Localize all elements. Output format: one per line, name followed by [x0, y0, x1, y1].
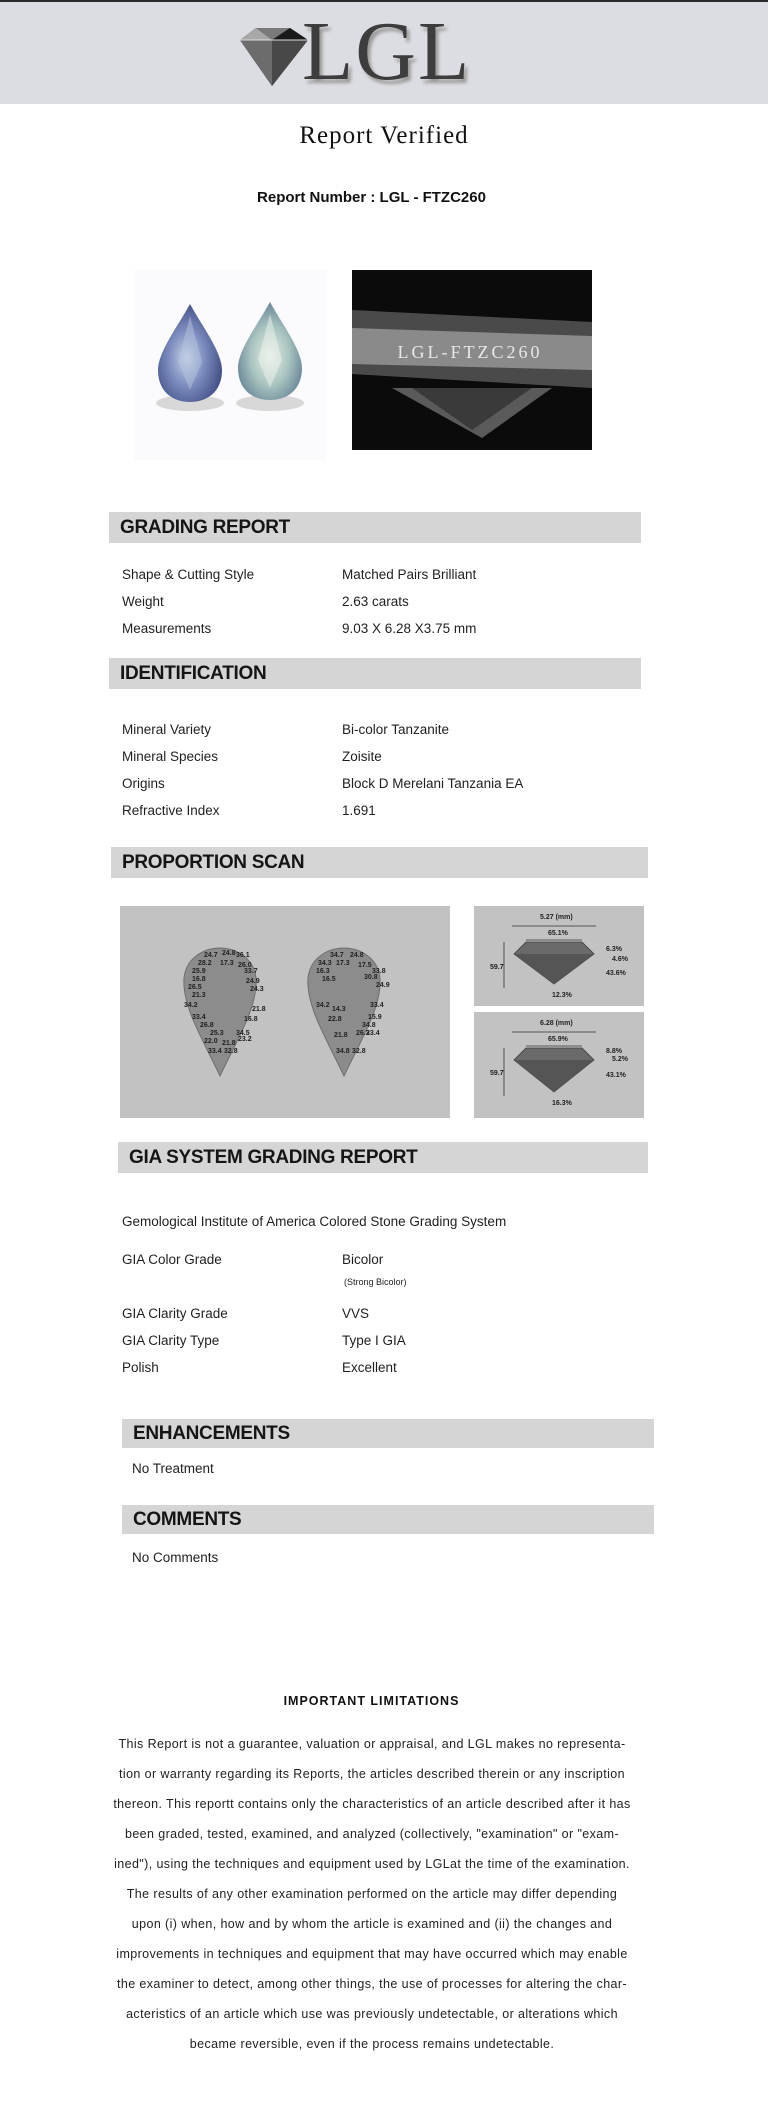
gia-clarity-type-value: Type I GIA: [342, 1333, 406, 1348]
left-stone-measurement-label: 33.4: [192, 1014, 206, 1021]
left-stone-measurement-label: 25.9: [192, 968, 206, 975]
limitations-line: been graded, tested, examined, and analyzed (collectively, "examination" or "exam-: [124, 1827, 620, 1841]
right-stone-measurement-label: 23.4: [366, 1030, 380, 1037]
lgl-logo[interactable]: [232, 5, 492, 98]
limitations-line: the examiner to detect, among other things, the use of processes for altering the char-: [116, 1977, 628, 1991]
profile-1-table: 65.1%: [548, 930, 568, 937]
profile-2-table: 65.9%: [548, 1036, 568, 1043]
enhancements-heading-bar: [122, 1419, 654, 1448]
left-stone-measurement-label: 21.8: [222, 1040, 236, 1047]
profile-1-pavilion: 43.6%: [606, 970, 626, 977]
measurements-value: 9.03 X 6.28 X3.75 mm: [342, 621, 477, 636]
shape-value: Matched Pairs Brilliant: [342, 567, 477, 582]
right-stone-measurement-label: 14.3: [332, 1006, 346, 1013]
left-stone-measurement-label: 23.2: [238, 1036, 252, 1043]
enhancements-heading: ENHANCEMENTS: [133, 1423, 290, 1444]
right-stone-measurement-label: 17.3: [336, 960, 350, 967]
mineral-species-value: Zoisite: [342, 749, 382, 764]
grading-report-heading-bar: [109, 512, 641, 543]
origins-value: Block D Merelani Tanzania EA: [342, 776, 524, 791]
gia-report-heading: GIA SYSTEM GRADING REPORT: [129, 1147, 418, 1168]
right-stone-measurement-label: 17.5: [358, 962, 372, 969]
gia-clarity-type-label: GIA Clarity Type: [122, 1333, 220, 1348]
limitations-line: became reversible, even if the process remains undetectable.: [189, 2037, 555, 2051]
right-stone-measurement-label: 34.3: [318, 960, 332, 967]
profile-1-culet: 12.3%: [552, 992, 572, 999]
left-stone-measurement-label: 16.8: [244, 1016, 258, 1023]
identification-heading: IDENTIFICATION: [120, 663, 267, 684]
weight-value: 2.63 carats: [342, 594, 409, 609]
laser-inscription-photo: [352, 270, 592, 450]
measurements-label: Measurements: [122, 621, 212, 636]
limitations-line: acteristics of an article which use was previously undetectable, or alterations which: [126, 2007, 618, 2021]
logo-wordmark: LGL: [302, 5, 472, 98]
profile-1-top: 5.27 (mm): [540, 914, 573, 921]
right-stone-measurement-label: 34.2: [316, 1002, 330, 1009]
inscription-text: LGL-FTZC260: [397, 342, 543, 362]
mineral-species-label: Mineral Species: [122, 749, 219, 764]
comments-value: No Comments: [132, 1550, 219, 1565]
left-stone-measurement-label: 24.9: [246, 978, 260, 985]
mineral-variety-label: Mineral Variety: [122, 722, 212, 737]
left-stone-measurement-label: 21.3: [192, 992, 206, 999]
report-number: Report Number : LGL - FTZC260: [257, 189, 486, 206]
right-stone-measurement-label: 15.9: [368, 1014, 382, 1021]
enhancements-value: No Treatment: [132, 1461, 214, 1476]
gia-color-grade-label: GIA Color Grade: [122, 1252, 222, 1267]
left-stone-measurement-label: 34.5: [236, 1030, 250, 1037]
shape-label: Shape & Cutting Style: [122, 567, 255, 582]
limitations-line: tion or warranty regarding its Reports, the articles described therein or any inscription: [119, 1767, 625, 1781]
gia-clarity-grade-label: GIA Clarity Grade: [122, 1306, 228, 1321]
refractive-index-label: Refractive Index: [122, 803, 220, 818]
left-stone-measurement-label: 26.5: [188, 984, 202, 991]
right-stone-measurement-label: 34.8: [362, 1022, 376, 1029]
left-stone-measurement-label: 34.2: [184, 1002, 198, 1009]
profile-2-depth: 59.7: [490, 1070, 504, 1077]
profile-2-top: 6.28 (mm): [540, 1020, 573, 1027]
right-stone-measurement-label: 33.4: [370, 1002, 384, 1009]
right-stone-measurement-label: 30.8: [364, 974, 378, 981]
profile-scan-top: [474, 906, 644, 1006]
proportion-scan-heading-bar: [111, 847, 648, 878]
pear-stones-scan: [120, 906, 450, 1118]
right-stone-measurement-label: 22.8: [328, 1016, 342, 1023]
right-stone-measurement-label: 16.5: [322, 976, 336, 983]
right-stone-measurement-label: 16.3: [316, 968, 330, 975]
limitations-line: thereon. This reportt contains only the characteristics of an article described after it has: [113, 1797, 631, 1811]
left-stone-measurement-label: 17.3: [220, 960, 234, 967]
profile-1-crown: 6.3%: [606, 946, 622, 953]
limitations-line: upon (i) when, how and by whom the article is examined and (ii) the changes and: [131, 1917, 613, 1931]
left-stone-measurement-label: 21.8: [252, 1006, 266, 1013]
limitations-heading: IMPORTANT LIMITATIONS: [283, 1694, 460, 1708]
right-stone-measurement-label: 26.3: [356, 1030, 370, 1037]
profile-scan-bottom: [474, 1012, 644, 1118]
profile-1-depth: 59.7: [490, 964, 504, 971]
refractive-index-value: 1.691: [342, 803, 376, 818]
left-stone-measurement-label: 28.2: [198, 960, 212, 967]
polish-label: Polish: [122, 1360, 159, 1375]
polish-value: Excellent: [342, 1360, 397, 1375]
site-header: [0, 0, 768, 104]
profile-2-crown: 8.8%: [606, 1048, 622, 1055]
gia-clarity-grade-value: VVS: [342, 1306, 370, 1321]
gia-report-heading-bar: [118, 1142, 648, 1173]
gia-color-grade-value: Bicolor: [342, 1252, 384, 1267]
right-stone-measurement-label: 21.8: [334, 1032, 348, 1039]
left-stone-measurement-label: 32.8: [224, 1048, 238, 1055]
limitations-line: ined"), using the techniques and equipment used by LGLat the time of the examination.: [114, 1857, 630, 1871]
identification-heading-bar: [109, 658, 641, 689]
left-stone-measurement-label: 25.3: [210, 1030, 224, 1037]
mineral-variety-value: Bi-color Tanzanite: [342, 722, 450, 737]
page-title: Report Verified: [299, 122, 469, 149]
right-stone-measurement-label: 34.7: [330, 952, 344, 959]
right-stone-measurement-label: 32.8: [352, 1048, 366, 1055]
left-stone-measurement-label: 26.0: [238, 962, 252, 969]
left-stone-measurement-label: 33.4: [208, 1048, 222, 1055]
proportion-scan-heading: PROPORTION SCAN: [122, 852, 305, 873]
diamond-icon: [232, 24, 312, 88]
profile-1-girdle: 4.6%: [612, 956, 628, 963]
grading-report-heading: GRADING REPORT: [120, 517, 290, 538]
profile-2-culet: 16.3%: [552, 1100, 572, 1107]
weight-label: Weight: [122, 594, 164, 609]
profile-2-girdle: 5.2%: [612, 1056, 628, 1063]
comments-heading: COMMENTS: [133, 1509, 242, 1530]
left-stone-measurement-label: 36.1: [236, 952, 250, 959]
limitations-line: This Report is not a guarantee, valuation or appraisal, and LGL makes no representa-: [118, 1737, 626, 1751]
profile-2-pavilion: 43.1%: [606, 1072, 626, 1079]
limitations-line: The results of any other examination performed on the article may differ depending: [126, 1887, 618, 1901]
origins-label: Origins: [122, 776, 165, 791]
gemstone-pair-photo: [134, 270, 326, 460]
gia-system-name: Gemological Institute of America Colored Stone Grading System: [122, 1214, 507, 1229]
right-stone-measurement-label: 24.9: [376, 982, 390, 989]
right-stone-measurement-label: 24.8: [350, 952, 364, 959]
left-stone-measurement-label: 26.8: [200, 1022, 214, 1029]
right-stone-measurement-label: 33.8: [372, 968, 386, 975]
limitations-line: improvements in techniques and equipment that may have occurred which may enable: [116, 1947, 628, 1961]
left-stone-measurement-label: 16.8: [192, 976, 206, 983]
left-stone-measurement-label: 22.0: [204, 1038, 218, 1045]
left-stone-measurement-label: 24.7: [204, 952, 218, 959]
left-stone-measurement-label: 24.3: [250, 986, 264, 993]
right-stone-measurement-label: 34.8: [336, 1048, 350, 1055]
left-stone-measurement-label: 33.7: [244, 968, 258, 975]
gia-color-grade-note: (Strong Bicolor): [344, 1277, 407, 1287]
comments-heading-bar: [122, 1505, 654, 1534]
left-stone-measurement-label: 24.8: [222, 950, 236, 957]
